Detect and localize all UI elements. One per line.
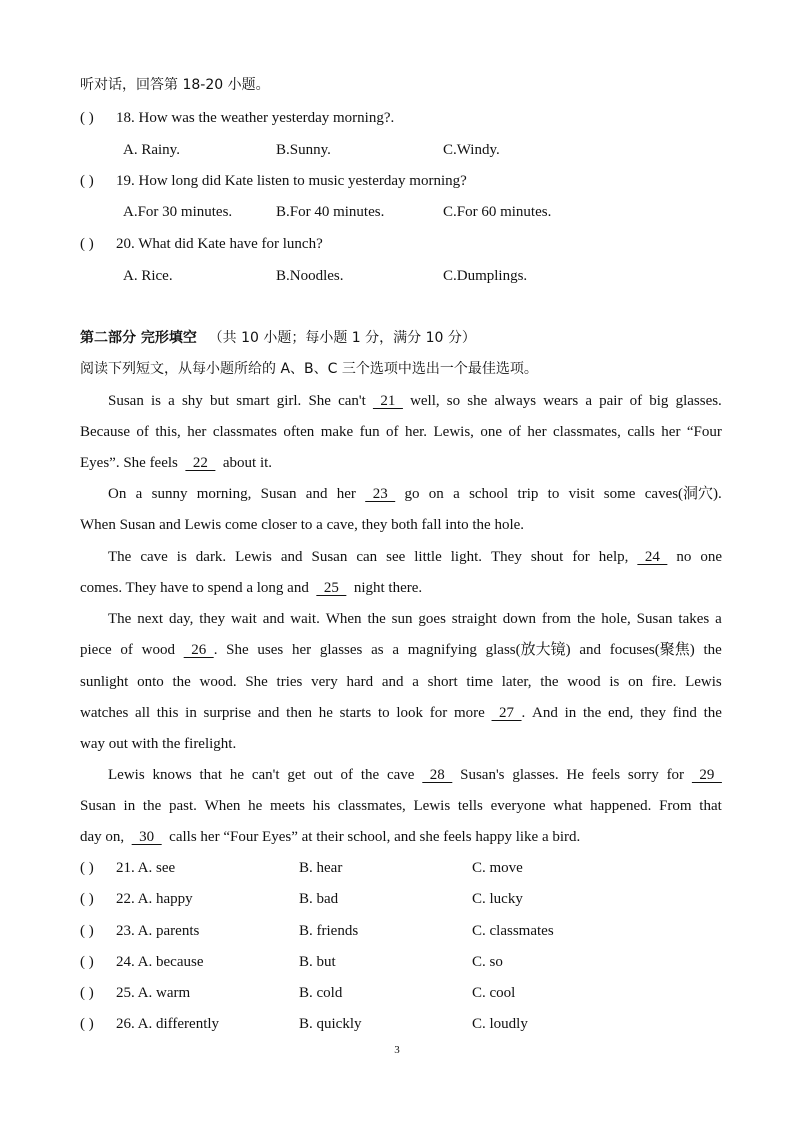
passage-word: school <box>469 486 509 502</box>
passage-word: the <box>367 611 386 627</box>
passage-word: help, <box>598 549 629 565</box>
passage-word: this, <box>155 424 181 440</box>
passage-word: a <box>453 486 460 502</box>
passage-word: Because <box>80 424 130 440</box>
option-b: B. friends <box>299 923 359 939</box>
passage-word: Lewis, <box>433 424 474 440</box>
option-b: B. but <box>299 954 336 970</box>
passage-word: starts <box>339 705 372 721</box>
passage-word: Susan <box>80 798 116 814</box>
passage-word: as <box>371 642 384 658</box>
passage-word: she <box>467 393 488 409</box>
passage-line <box>108 765 722 785</box>
passage-word: wood <box>141 642 175 658</box>
passage-word: from <box>541 611 572 627</box>
passage-word: her <box>187 424 207 440</box>
passage-word: is <box>150 393 161 409</box>
passage-word: day, <box>168 611 194 627</box>
passage-word: he <box>229 767 244 783</box>
passage-word: takes <box>678 611 710 627</box>
passage-word: on <box>628 674 644 690</box>
passage-word: can't <box>251 767 280 783</box>
cloze-blank <box>692 765 722 785</box>
cloze-blank <box>373 391 403 411</box>
passage-word: Lewis <box>413 798 451 814</box>
passage-word: but <box>209 393 230 409</box>
passage-word: Eyes”. She feels 22 about it. <box>80 455 273 471</box>
passage-line <box>108 547 722 567</box>
passage-word: fire. <box>651 674 677 690</box>
passage-word: light. <box>450 549 483 565</box>
passage-word: visit <box>568 486 595 502</box>
option-a: 21. A. see <box>116 860 176 876</box>
passage-word: wood <box>567 674 601 690</box>
answer-paren: ( ) <box>80 860 94 876</box>
passage-word: girl. <box>276 393 302 409</box>
passage-word: the <box>172 674 191 690</box>
passage-word: straight <box>451 611 497 627</box>
passage-word: one <box>700 549 722 565</box>
passage-word: what <box>553 798 583 814</box>
passage-word: on <box>428 486 444 502</box>
passage-word: Susan <box>108 393 144 409</box>
passage-word: make <box>320 424 354 440</box>
section2-instruction: 阅读下列短文，从每小题所给的 A、B、C 三个选项中选出一个最佳选项。 <box>80 361 538 377</box>
passage-word: a <box>412 674 419 690</box>
answer-paren: ( ) <box>80 1016 94 1032</box>
option-a: A.For 30 minutes. <box>123 204 233 220</box>
answer-paren: ( ) <box>80 923 94 939</box>
answer-paren: ( ) <box>80 173 94 189</box>
passage-word: her <box>527 424 547 440</box>
blank-number: 28 <box>422 767 453 783</box>
passage-word: fun <box>359 424 380 440</box>
passage-word: wait <box>230 611 257 627</box>
passage-word: for <box>572 549 590 565</box>
option-c: C. so <box>472 954 503 970</box>
passage-word: wood. <box>199 674 237 690</box>
option-b: B. bad <box>299 891 339 907</box>
passage-word: The <box>108 549 132 565</box>
blank-number: 29 <box>691 767 722 783</box>
passage-word: hole, <box>601 611 631 627</box>
blank-number: 21 <box>372 393 403 409</box>
question-text: 19. How long did Kate listen to music yesterday morning? <box>116 173 467 189</box>
passage-word: Susan's <box>460 767 505 783</box>
passage-word: in <box>123 798 136 814</box>
passage-word: and <box>262 611 285 627</box>
passage-line <box>80 672 722 692</box>
blank-number: 23 <box>365 486 396 502</box>
passage-word: and <box>257 705 280 721</box>
passage-word: find <box>672 705 697 721</box>
passage-word: end, <box>608 705 634 721</box>
option-c: C.For 60 minutes. <box>443 204 552 220</box>
option-b: B. cold <box>299 985 343 1001</box>
answer-paren: ( ) <box>80 954 94 970</box>
passage-word: cave <box>140 549 168 565</box>
passage-word: uses <box>257 642 284 658</box>
passage-word: go <box>404 486 420 502</box>
passage-word: can <box>356 549 378 565</box>
option-b: B. quickly <box>299 1016 362 1032</box>
option-b: B.For 40 minutes. <box>276 204 385 220</box>
passage-word: he <box>248 798 263 814</box>
passage-word: tells <box>457 798 483 814</box>
option-b: B.Sunny. <box>276 142 331 158</box>
passage-word: way out with the firelight. <box>80 736 237 752</box>
option-a: 22. A. happy <box>116 891 193 907</box>
passage-word: often <box>283 424 315 440</box>
passage-word: a <box>585 393 592 409</box>
option-b: B. hear <box>299 860 343 876</box>
passage-word: watches <box>80 705 129 721</box>
option-a: 24. A. because <box>116 954 204 970</box>
option-a: 25. A. warm <box>116 985 191 1001</box>
passage-word: they <box>640 705 666 721</box>
passage-word: caves(洞穴). <box>644 486 722 502</box>
passage-word: is <box>609 674 620 690</box>
answer-paren: ( ) <box>80 236 94 252</box>
passage-word: this <box>156 705 179 721</box>
passage-word: meets <box>269 798 305 814</box>
passage-word: dark. <box>195 549 227 565</box>
passage-word: classmates <box>212 424 277 440</box>
passage-word: She <box>226 642 249 658</box>
passage-line <box>80 827 722 847</box>
passage-word: past. <box>168 798 197 814</box>
passage-word: goes <box>418 611 446 627</box>
passage-word: When Susan and Lewis come closer to a cave, they both fall into the hole. <box>80 517 525 533</box>
passage-word: the <box>540 674 559 690</box>
option-c: C. lucky <box>472 891 523 907</box>
passage-word: for <box>666 767 685 783</box>
passage-word: her <box>336 486 356 502</box>
passage-line <box>80 578 722 598</box>
section2-header <box>80 328 476 348</box>
passage-word: Lewis <box>685 674 722 690</box>
passage-word: smart <box>236 393 270 409</box>
passage-word: and <box>280 549 303 565</box>
passage-word: he <box>318 705 333 721</box>
section2-title: 第二部分 完形填空 <box>80 330 197 346</box>
passage-word: sunny <box>151 486 188 502</box>
passage-word: to <box>547 486 560 502</box>
option-a: 23. A. parents <box>116 923 200 939</box>
passage-word: shout <box>530 549 564 565</box>
passage-word: glasses. <box>512 767 559 783</box>
passage-word: next <box>137 611 164 627</box>
passage-word: knows <box>152 767 192 783</box>
passage-word: short <box>427 674 458 690</box>
passage-word: little <box>414 549 442 565</box>
passage-word: later, <box>501 674 532 690</box>
passage-word: in <box>564 705 577 721</box>
option-a: A. Rice. <box>123 268 173 284</box>
passage-word: onto <box>137 674 164 690</box>
passage-word: look <box>396 705 424 721</box>
answer-paren: ( ) <box>80 110 94 126</box>
option-c: C. classmates <box>472 923 554 939</box>
cloze-blank: 26 . <box>183 642 218 658</box>
passage-word: see <box>386 549 406 565</box>
passage-word: very <box>311 674 338 690</box>
passage-word: and <box>381 674 404 690</box>
blank-number: 25 <box>316 580 347 596</box>
passage-word: feels <box>591 767 621 783</box>
passage-word: focuses(聚焦) <box>609 642 695 658</box>
passage-line <box>108 484 722 504</box>
blank-number: 26 <box>183 642 214 658</box>
passage-word: day on, 30 calls her “Four Eyes” at their school, and she feels happy like a bird. <box>80 829 581 845</box>
passage-word: classmates, <box>553 424 621 440</box>
passage-word: surprise <box>203 705 252 721</box>
passage-word: that <box>699 798 722 814</box>
listening-instruction: 听对话，回答第 18-20 小题。 <box>80 77 270 93</box>
passage-word: of <box>629 393 643 409</box>
passage-word: down <box>502 611 537 627</box>
option-c: C.Dumplings. <box>443 268 528 284</box>
passage-word: sunlight <box>80 674 129 690</box>
passage-word: they <box>199 611 226 627</box>
passage-word: the <box>360 767 380 783</box>
option-a: A. Rainy. <box>123 142 180 158</box>
answer-paren: ( ) <box>80 891 94 907</box>
passage-word: more <box>453 705 485 721</box>
passage-word: get <box>287 767 306 783</box>
passage-word: everyone <box>490 798 546 814</box>
option-a: 26. A. differently <box>116 1016 220 1032</box>
passage-word: the <box>142 798 162 814</box>
passage-word: glasses. <box>675 393 722 409</box>
passage-word: is <box>176 549 187 565</box>
passage-word: of <box>136 424 149 440</box>
cloze-blank <box>422 765 452 785</box>
passage-word: big <box>649 393 669 409</box>
passage-word: calls <box>627 424 655 440</box>
passage-word: She <box>245 674 268 690</box>
cloze-blank: 27 . <box>491 705 526 721</box>
passage-word: some <box>603 486 636 502</box>
passage-word: pair <box>599 393 623 409</box>
passage-word: the <box>582 705 602 721</box>
passage-word: so <box>446 393 461 409</box>
passage-word: The <box>108 611 132 627</box>
passage-word: Lewis <box>235 549 272 565</box>
passage-word: They <box>491 549 522 565</box>
passage-word: the <box>576 611 596 627</box>
passage-word: then <box>286 705 312 721</box>
option-c: C. move <box>472 860 523 876</box>
option-b: B.Noodles. <box>276 268 344 284</box>
passage-word: tries <box>276 674 303 690</box>
passage-word: that <box>199 767 222 783</box>
passage-word: wears <box>543 393 579 409</box>
passage-word: the <box>703 705 722 721</box>
passage-word: trip <box>517 486 539 502</box>
question-text: 18. How was the weather yesterday morning?. <box>116 110 395 126</box>
passage-word: hard <box>346 674 374 690</box>
passage-word: Lewis <box>108 767 145 783</box>
passage-word: of <box>120 642 133 658</box>
passage-word: her <box>661 424 681 440</box>
passage-word: a <box>715 611 722 627</box>
passage-word: magnifying <box>407 642 477 658</box>
passage-word: out <box>313 767 333 783</box>
passage-line <box>80 703 722 723</box>
option-c: C. loudly <box>472 1016 528 1032</box>
answer-paren: ( ) <box>80 985 94 1001</box>
passage-word: a <box>168 393 175 409</box>
passage-word: Susan <box>636 611 673 627</box>
passage-word: He <box>566 767 584 783</box>
passage-word: and <box>305 486 328 502</box>
passage-line <box>80 422 722 442</box>
passage-line <box>80 796 722 816</box>
passage-word: and <box>579 642 602 658</box>
passage-word: sorry <box>627 767 659 783</box>
passage-line <box>80 640 722 660</box>
page-number: 3 <box>394 1044 400 1056</box>
section2-note: （共 10 小题；每小题 1 分，满分 10 分） <box>208 330 476 346</box>
passage-word: happened. <box>590 798 652 814</box>
passage-word: can't <box>338 393 366 409</box>
option-c: C.Windy. <box>443 142 500 158</box>
blank-number: 30 <box>131 829 162 845</box>
passage-word: time <box>466 674 493 690</box>
passage-word: of <box>508 424 521 440</box>
passage-word: She <box>308 393 331 409</box>
passage-word: to <box>377 705 390 721</box>
passage-word: for <box>429 705 448 721</box>
passage-word: the <box>703 642 722 658</box>
blank-number: 27 <box>491 705 522 721</box>
passage-word: her. <box>404 424 428 440</box>
passage-word: wait. <box>290 611 320 627</box>
question-text: 20. What did Kate have for lunch? <box>116 236 323 252</box>
passage-word: piece <box>80 642 112 658</box>
passage-line <box>80 734 722 754</box>
passage-word: glasses <box>319 642 363 658</box>
passage-word: in <box>185 705 197 721</box>
passage-word: morning, <box>196 486 252 502</box>
passage-word: shy <box>181 393 203 409</box>
passage-word: glass(放大镜) <box>485 642 571 658</box>
passage-line <box>108 391 722 411</box>
passage-word: a <box>135 486 143 502</box>
blank-number: 24 <box>637 549 668 565</box>
passage-word: of <box>340 767 353 783</box>
passage-word: her <box>291 642 312 658</box>
option-c: C. cool <box>472 985 516 1001</box>
passage-word: of <box>386 424 399 440</box>
passage-word: well, <box>410 393 440 409</box>
passage-word: no <box>676 549 692 565</box>
blank-number: 22 <box>185 455 216 471</box>
passage-line <box>80 515 722 535</box>
passage-word: one <box>480 424 503 440</box>
passage-word: a <box>392 642 400 658</box>
passage-word: Susan <box>311 549 348 565</box>
passage-word: all <box>135 705 151 721</box>
passage-word: “Four <box>686 424 722 440</box>
cloze-blank <box>637 547 667 567</box>
passage-word: his <box>312 798 331 814</box>
passage-word: Susan <box>260 486 297 502</box>
passage-word: When <box>204 798 241 814</box>
passage-line <box>108 609 722 629</box>
passage-word: From <box>659 798 692 814</box>
cloze-blank <box>365 484 395 504</box>
passage-word: sun <box>391 611 413 627</box>
passage-word: classmates, <box>337 798 406 814</box>
passage-line <box>80 453 722 473</box>
passage-word: always <box>494 393 537 409</box>
passage-word: And <box>532 705 558 721</box>
passage-word: cave <box>386 767 415 783</box>
passage-word: On <box>108 486 127 502</box>
passage-word: When <box>325 611 362 627</box>
passage-word: comes. They have to spend a long and 25 night there. <box>80 580 423 596</box>
